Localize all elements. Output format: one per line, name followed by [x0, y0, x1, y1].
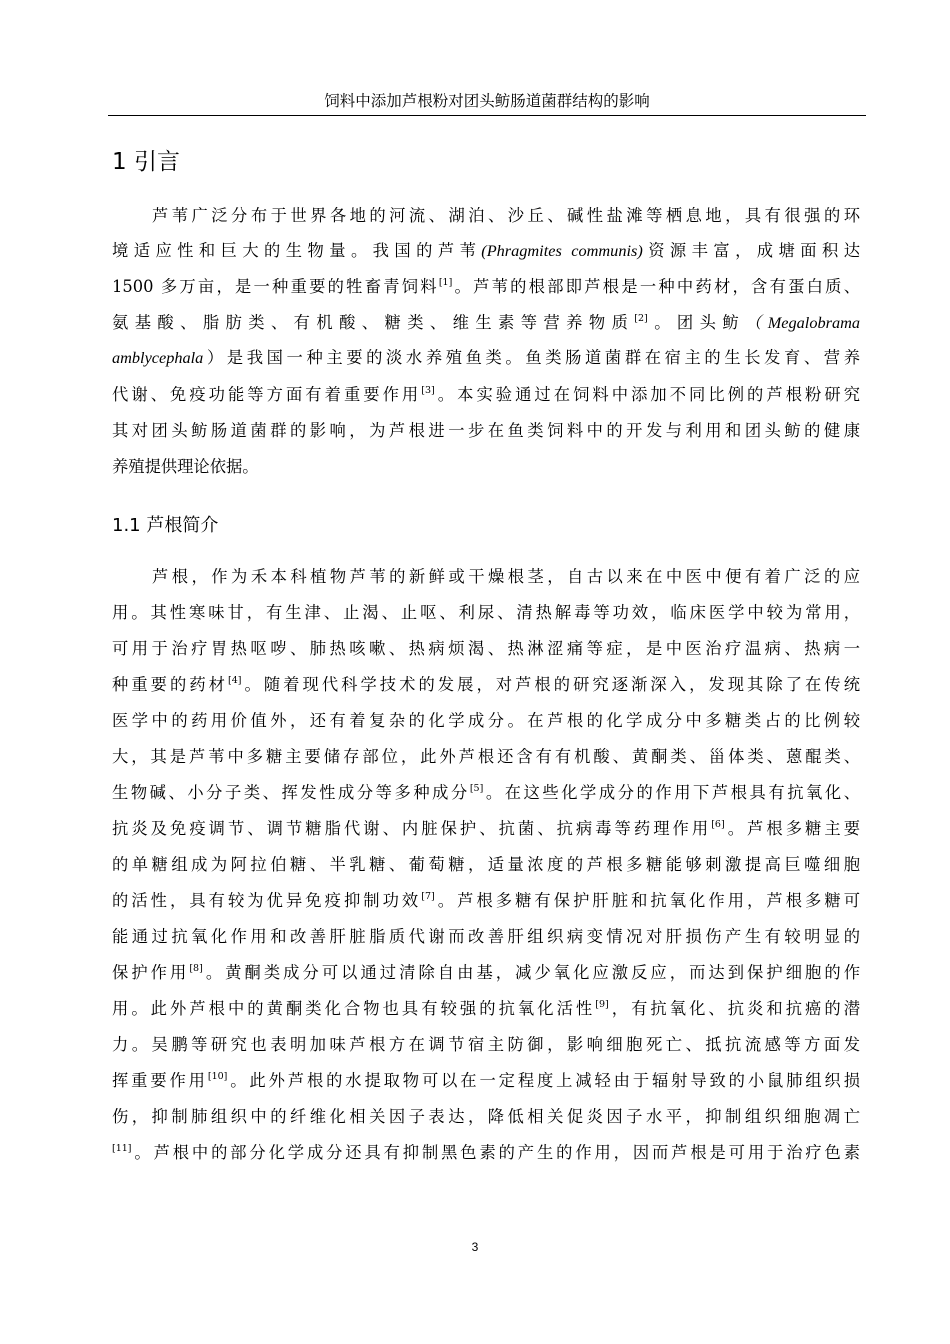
- citation: [2]: [634, 313, 648, 324]
- paragraph-line: 代谢、免疫功能等方面有着重要作用[3]。本实验通过在饲料中添加不同比例的芦根粉研究: [112, 385, 860, 404]
- citation: [6]: [711, 819, 725, 830]
- running-header: 饲料中添加芦根粉对团头鲂肠道菌群结构的影响: [324, 92, 650, 110]
- paragraph-line: 大，其是芦苇中多糖主要储存部位，此外芦根还含有有机酸、黄酮类、甾体类、蒽醌类、: [112, 747, 860, 766]
- paragraph-line: 养殖提供理论依据。: [112, 457, 259, 476]
- header-rule: [108, 115, 866, 116]
- paragraph-line: 抗炎及免疫调节、调节糖脂代谢、内脏保护、抗菌、抗病毒等药理作用[6]。芦根多糖主要: [112, 819, 860, 838]
- subsection-heading: 1.1 芦根简介: [112, 515, 219, 536]
- latin-name: （Megalobrama: [745, 313, 860, 332]
- paragraph-line: 的活性，具有较为优异免疫抑制功效[7]。芦根多糖有保护肝脏和抗氧化作用，芦根多糖可: [112, 891, 860, 910]
- paragraph-line: 挥重要作用[10]。此外芦根的水提取物可以在一定程度上减轻由于辐射导致的小鼠肺组织损: [112, 1071, 860, 1090]
- paragraph-line: 医学中的药用价值外，还有着复杂的化学成分。在芦根的化学成分中多糖类占的比例较: [112, 711, 860, 730]
- latin-name: (Phragmites communis): [481, 241, 643, 260]
- paragraph-line: 其对团头鲂肠道菌群的影响，为芦根进一步在鱼类饲料中的开发与利用和团头鲂的健康: [112, 421, 860, 440]
- paragraph-line: 可用于治疗胃热呕哕、肺热咳嗽、热病烦渴、热淋涩痛等症，是中医治疗温病、热病一: [112, 639, 860, 658]
- citation: [11]: [112, 1143, 132, 1154]
- page-number: 3: [471, 1240, 479, 1254]
- paragraph-line: 芦根，作为禾本科植物芦苇的新鲜或干燥根茎，自古以来在中医中便有着广泛的应: [152, 567, 860, 586]
- citation: [3]: [421, 385, 435, 396]
- paragraph-line: amblycephala）是我国一种主要的淡水养殖鱼类。鱼类肠道菌群在宿主的生长发育、营养: [112, 348, 860, 367]
- paragraph-line: 能通过抗氧化作用和改善肝脏脂质代谢而改善肝组织病变情况对肝损伤产生有较明显的: [112, 927, 860, 946]
- citation: [10]: [207, 1071, 228, 1082]
- paragraph-line: 伤，抑制肺组织中的纤维化相关因子表达，降低相关促炎因子水平，抑制组织细胞凋亡: [112, 1107, 860, 1126]
- paragraph-line: 保护作用[8]。黄酮类成分可以通过清除自由基，减少氧化应激反应，而达到保护细胞的作: [112, 963, 860, 982]
- paragraph-line: 力。吴鹏等研究也表明加味芦根方在调节宿主防御，影响细胞死亡、抵抗流感等方面发: [112, 1035, 860, 1054]
- paragraph-line: 芦苇广泛分布于世界各地的河流、湖泊、沙丘、碱性盐滩等栖息地，具有很强的环: [152, 206, 860, 225]
- citation: [5]: [469, 783, 484, 794]
- paragraph-line: 的单糖组成为阿拉伯糖、半乳糖、葡萄糖，适量浓度的芦根多糖能够刺激提高巨噬细胞: [112, 855, 860, 874]
- paragraph-line: 1500 多万亩，是一种重要的牲畜青饲料[1]。芦苇的根部即芦根是一种中药材，含有蛋白质、: [112, 277, 860, 296]
- paragraph-line: 境适应性和巨大的生物量。我国的芦苇(Phragmites communis)资源丰富，成塘面积达: [112, 241, 860, 260]
- citation: [1]: [438, 277, 453, 288]
- paragraph-line: [11]。芦根中的部分化学成分还具有抑制黑色素的产生的作用，因而芦根是可用于治疗色素: [112, 1143, 860, 1162]
- citation: [4]: [227, 675, 242, 686]
- citation: [9]: [595, 999, 609, 1010]
- citation: [7]: [421, 891, 435, 902]
- citation: [8]: [189, 963, 203, 974]
- paragraph-line: 用。此外芦根中的黄酮类化合物也具有较强的抗氧化活性[9]，有抗氧化、抗炎和抗癌的潜: [112, 999, 860, 1018]
- paragraph-line: 用。其性寒味甘，有生津、止渴、止呕、利尿、清热解毒等功效，临床医学中较为常用，: [112, 603, 860, 622]
- paragraph-line: 种重要的药材[4]。随着现代科学技术的发展，对芦根的研究逐渐深入，发现其除了在传统: [112, 675, 860, 694]
- paragraph-line: 生物碱、小分子类、挥发性成分等多种成分[5]。在这些化学成分的作用下芦根具有抗氧化、: [112, 783, 860, 802]
- latin-name: amblycephala: [112, 348, 204, 367]
- section-heading: 1 引言: [112, 149, 180, 175]
- paragraph-line: 氨基酸、脂肪类、有机酸、糖类、维生素等营养物质[2]。团头鲂（Megalobrama: [112, 313, 860, 332]
